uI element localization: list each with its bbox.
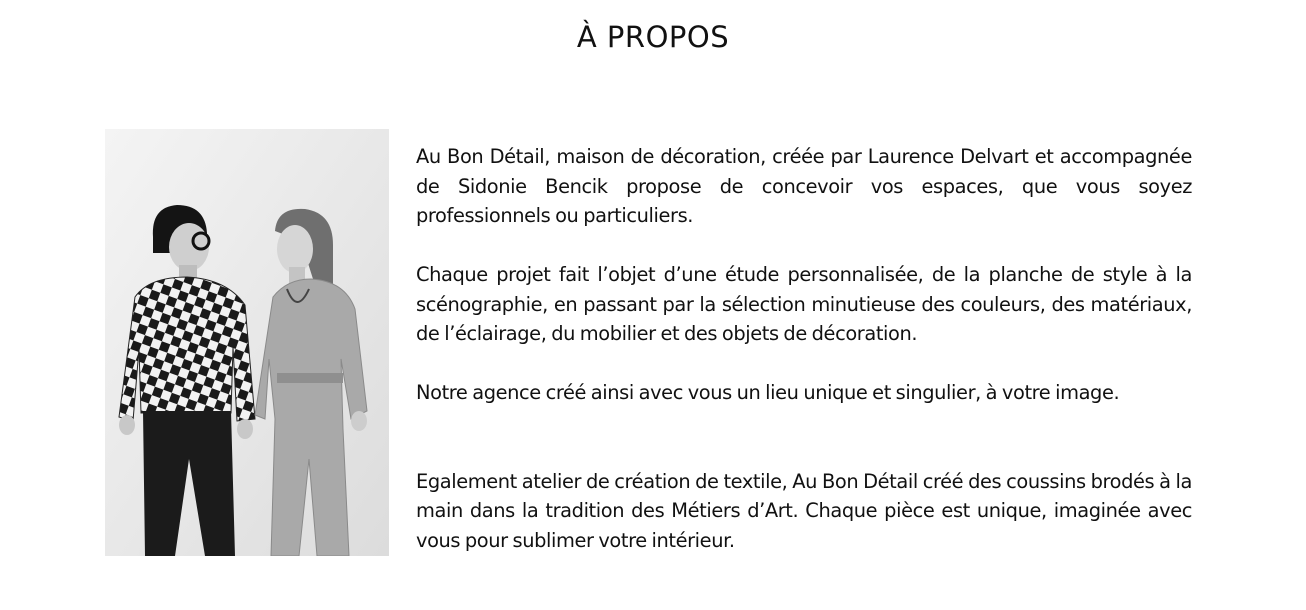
about-paragraph-intro: Au Bon Détail, maison de décoration, créée par Laurence Delvart et accompagnée de Sidonie Bencik propose de concevoir vos espaces, que vous soyez professionnels ou particuliers. — [416, 145, 1192, 227]
about-paragraph-projects: Chaque projet fait l’objet d’une étude personnalisée, de la planche de style à la scénographie, en passant par la sélection minutieuse des couleurs, des matériaux, de l’éclairage, du mobilier et des objets de décoration. — [416, 263, 1192, 345]
about-paragraph-textile: Egalement atelier de création de textile, Au Bon Détail créé des coussins brodés à la main dans la tradition des Métiers d’Art. Chaque pièce est unique, imaginée avec vous pour sublimer votre intérieur. — [416, 469, 1192, 552]
about-paragraph-agency: Notre agence créé ainsi avec vous un lieu unique et singulier, à votre image. — [416, 381, 1120, 404]
about-text — [416, 142, 1192, 585]
founders-photo — [105, 129, 389, 556]
page-title: À PROPOS — [576, 20, 730, 54]
